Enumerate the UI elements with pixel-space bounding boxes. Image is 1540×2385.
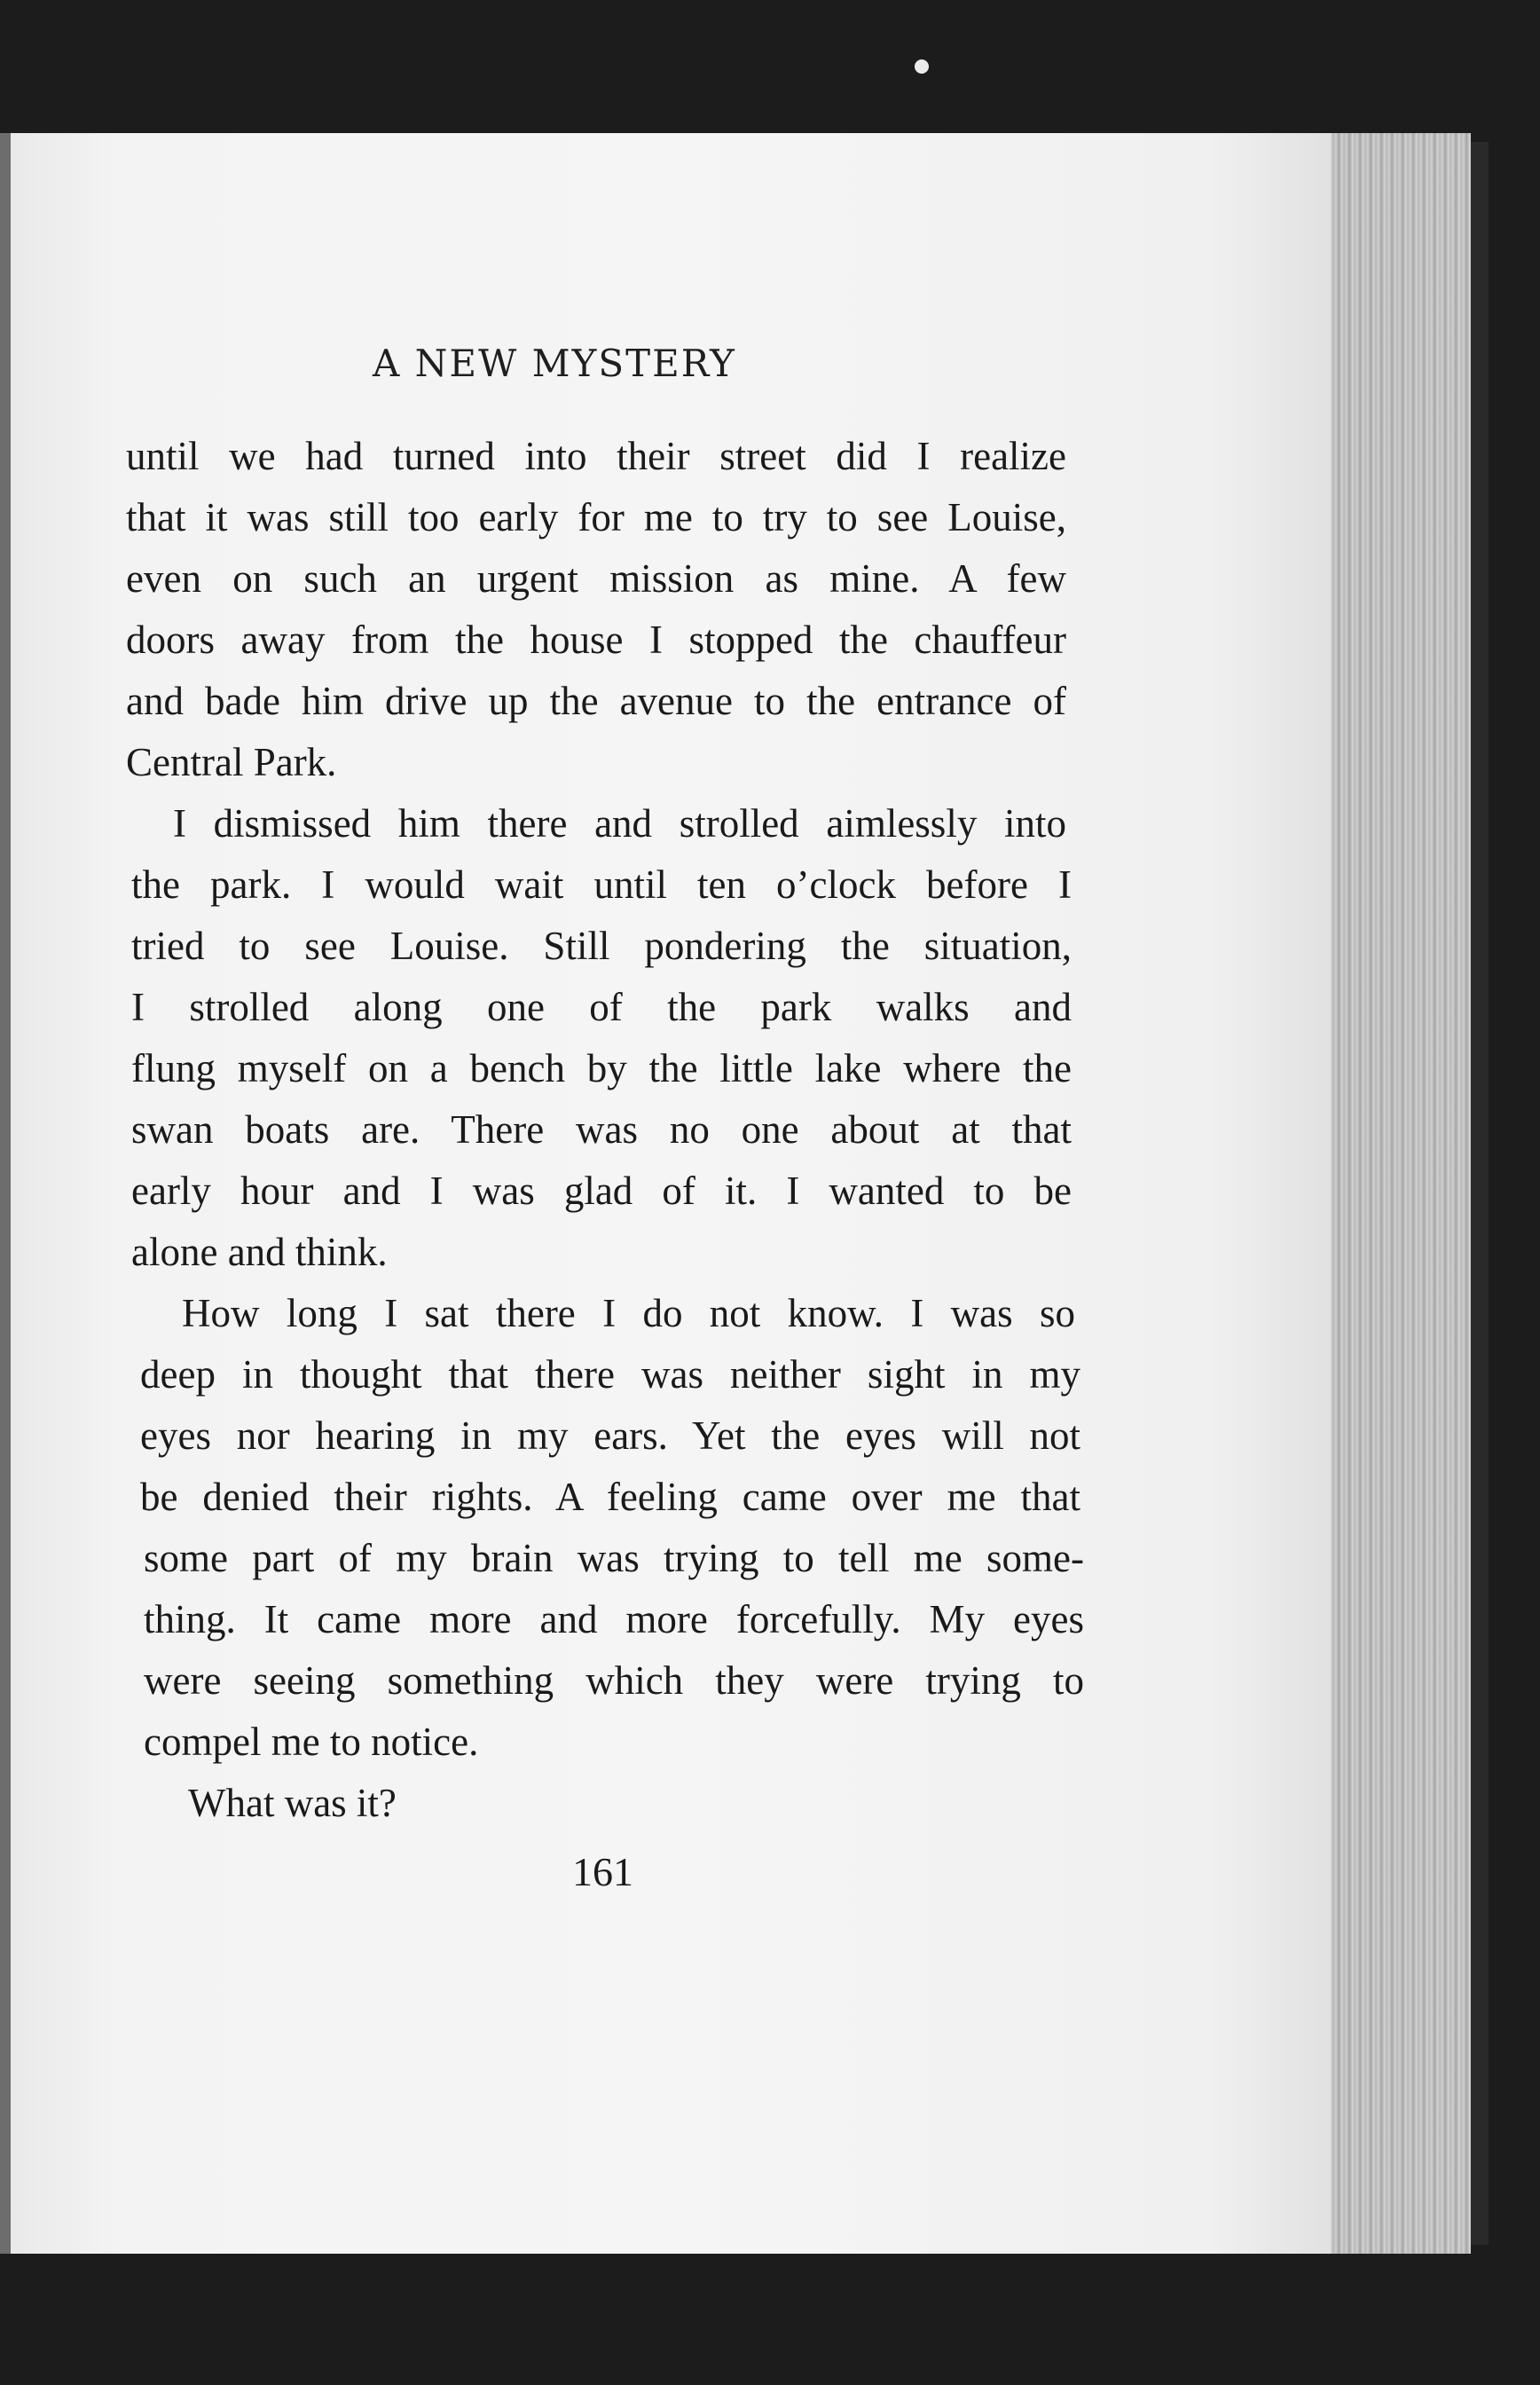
page-edges <box>1331 133 1471 2254</box>
page-number: 161 <box>572 1849 633 1894</box>
book-edge-shadow <box>1471 142 1489 2245</box>
text-line: What was it? <box>188 1781 397 1825</box>
text-line: How long I sat there I do not know. I was so <box>182 1291 1075 1335</box>
text-line: I strolled along one of the park walks and <box>131 985 1072 1029</box>
running-head: A NEW MYSTERY <box>373 342 736 385</box>
dust-speck <box>915 59 929 74</box>
text-line: eyes nor hearing in my ears. Yet the eyes will not <box>140 1413 1080 1458</box>
text-line: tried to see Louise. Still pondering the situation, <box>131 924 1072 968</box>
text-line: flung myself on a bench by the little lake where the <box>131 1046 1072 1090</box>
text-line: I dismissed him there and strolled aimlessly into <box>173 801 1066 846</box>
text-line: until we had turned into their street did I realize <box>126 434 1066 478</box>
text-line: be denied their rights. A feeling came over me that <box>140 1475 1080 1519</box>
text-line: Central Park. <box>126 740 337 784</box>
text-line: deep in thought that there was neither sight in my <box>140 1352 1080 1397</box>
text-line: the park. I would wait until ten o’clock before I <box>131 862 1072 907</box>
text-line: alone and think. <box>131 1230 388 1274</box>
text-line: even on such an urgent mission as mine. A few <box>126 556 1066 601</box>
text-line: were seeing something which they were trying to <box>144 1658 1084 1703</box>
text-line: doors away from the house I stopped the chauffeur <box>126 618 1066 662</box>
text-line: swan boats are. There was no one about at that <box>131 1107 1072 1152</box>
text-line: thing. It came more and more forcefully. My eyes <box>144 1597 1084 1641</box>
page-gutter-shadow <box>0 133 11 2254</box>
text-line: and bade him drive up the avenue to the entrance of <box>126 679 1066 723</box>
text-line: compel me to notice. <box>144 1720 479 1764</box>
text-line: early hour and I was glad of it. I wanted to be <box>131 1169 1072 1213</box>
text-line: that it was still too early for me to try to see Louise, <box>126 495 1066 539</box>
text-line: some part of my brain was trying to tell me some- <box>144 1536 1084 1580</box>
